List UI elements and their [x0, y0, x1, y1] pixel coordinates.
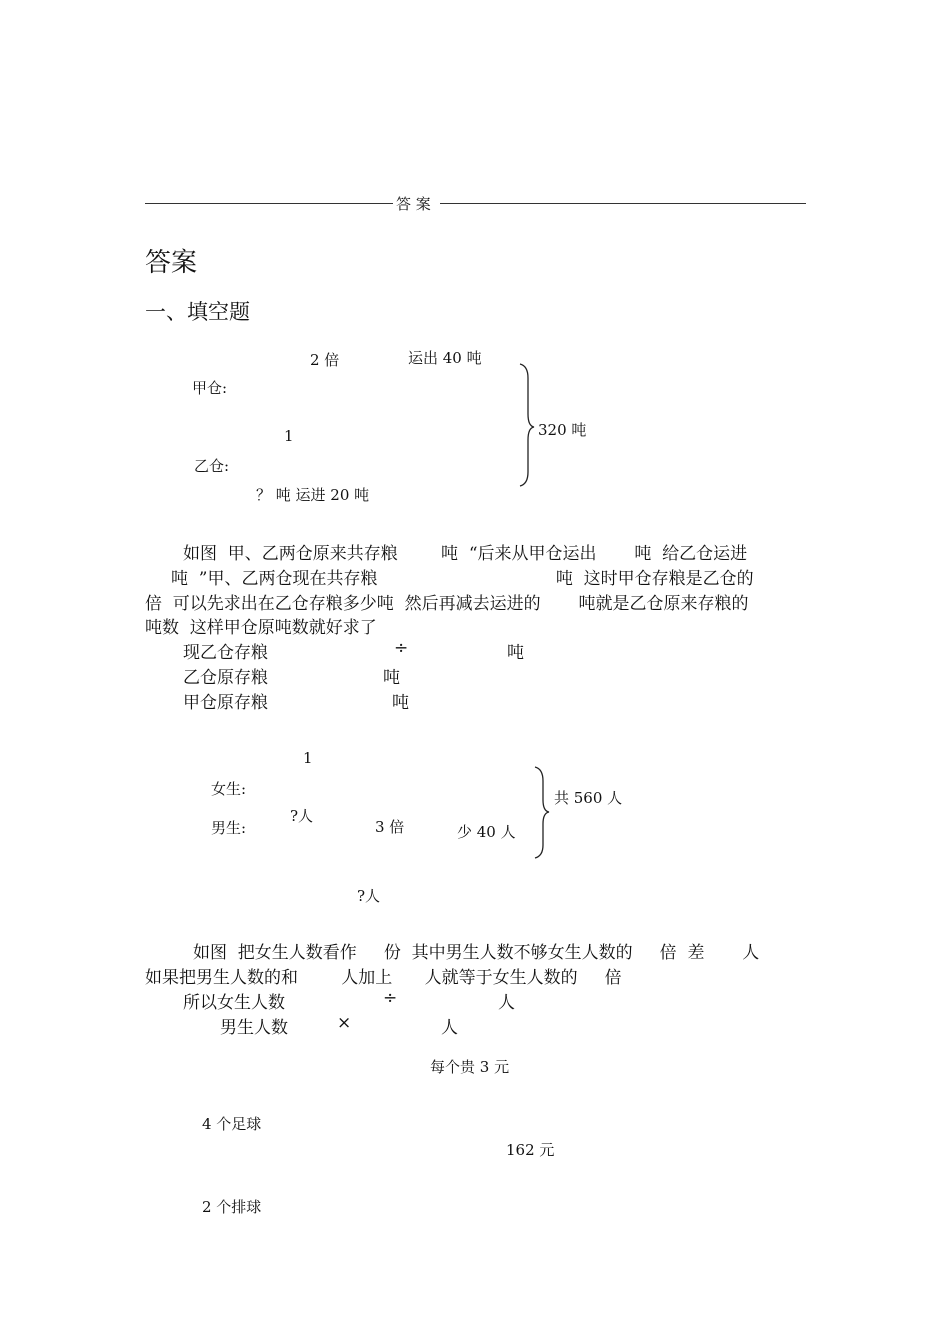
- calc2-unit: 吨: [383, 668, 400, 688]
- d2-label-one: 1: [303, 749, 313, 767]
- calc1-op: ÷: [394, 638, 409, 658]
- d3-label-football: 4 个足球: [202, 1115, 262, 1133]
- separator-label: 答 案: [396, 195, 431, 213]
- page-title: 答案: [145, 248, 198, 278]
- d3-label-each: 每个贵 3 元: [430, 1058, 510, 1076]
- label-jia: 甲仓:: [192, 379, 228, 397]
- para2-calc2-op: ×: [337, 1013, 352, 1033]
- d2-label-qren: ?人: [290, 807, 314, 825]
- label-yi: 乙仓:: [194, 457, 230, 475]
- section-heading: 一、填空题: [145, 300, 250, 324]
- label-bottom: ？ 吨 运进 20 吨: [256, 486, 370, 504]
- label-out40: 运出 40 吨: [408, 349, 482, 367]
- para1-line3: 倍 可以先求出在乙仓存粮多少吨 然后再减去运进的 吨就是乙仓原来存粮的: [145, 594, 749, 614]
- calc1-label: 现乙仓存粮: [183, 643, 268, 663]
- para2-line2: 如果把男生人数的和 人加上 人就等于女生人数的 倍: [145, 968, 622, 988]
- para2-calc1-unit: 人: [498, 993, 515, 1013]
- calc3-unit: 吨: [392, 693, 409, 713]
- d3-label-volleyball: 2 个排球: [202, 1198, 262, 1216]
- calc2-label: 乙仓原存粮: [183, 668, 268, 688]
- d2-label-nan: 男生:: [211, 819, 247, 837]
- d3-label-total: 162 元: [506, 1141, 555, 1159]
- label-2bei: 2 倍: [310, 351, 340, 369]
- para2-calc1-op: ÷: [383, 988, 398, 1008]
- label-one: 1: [284, 427, 294, 445]
- para2-calc2-label: 男生人数: [220, 1018, 288, 1038]
- para1-line1: 如图 甲、乙两仓原来共存粮 吨 “后来从甲仓运出 吨 给乙仓运进: [183, 544, 748, 564]
- d2-label-total: 共 560 人: [554, 789, 623, 807]
- d2-label-less40: 少 40 人: [457, 823, 516, 841]
- para1-line2: 吨 ”甲、乙两仓现在共存粮 吨 这时甲仓存粮是乙仓的: [171, 569, 754, 589]
- d2-label-3bei: 3 倍: [375, 818, 405, 836]
- para2-calc1-label: 所以女生人数: [183, 993, 285, 1013]
- para2-calc2-unit: 人: [441, 1018, 458, 1038]
- d2-label-nv: 女生:: [211, 780, 247, 798]
- calc1-unit: 吨: [507, 643, 524, 663]
- label-total: 320 吨: [538, 421, 587, 439]
- para2-line1: 如图 把女生人数看作 份 其中男生人数不够女生人数的 倍 差 人: [193, 943, 760, 963]
- para1-line4: 吨数 这样甲仓原吨数就好求了: [145, 618, 377, 638]
- d2-label-qren-bottom: ?人: [357, 887, 381, 905]
- calc3-label: 甲仓原存粮: [183, 693, 268, 713]
